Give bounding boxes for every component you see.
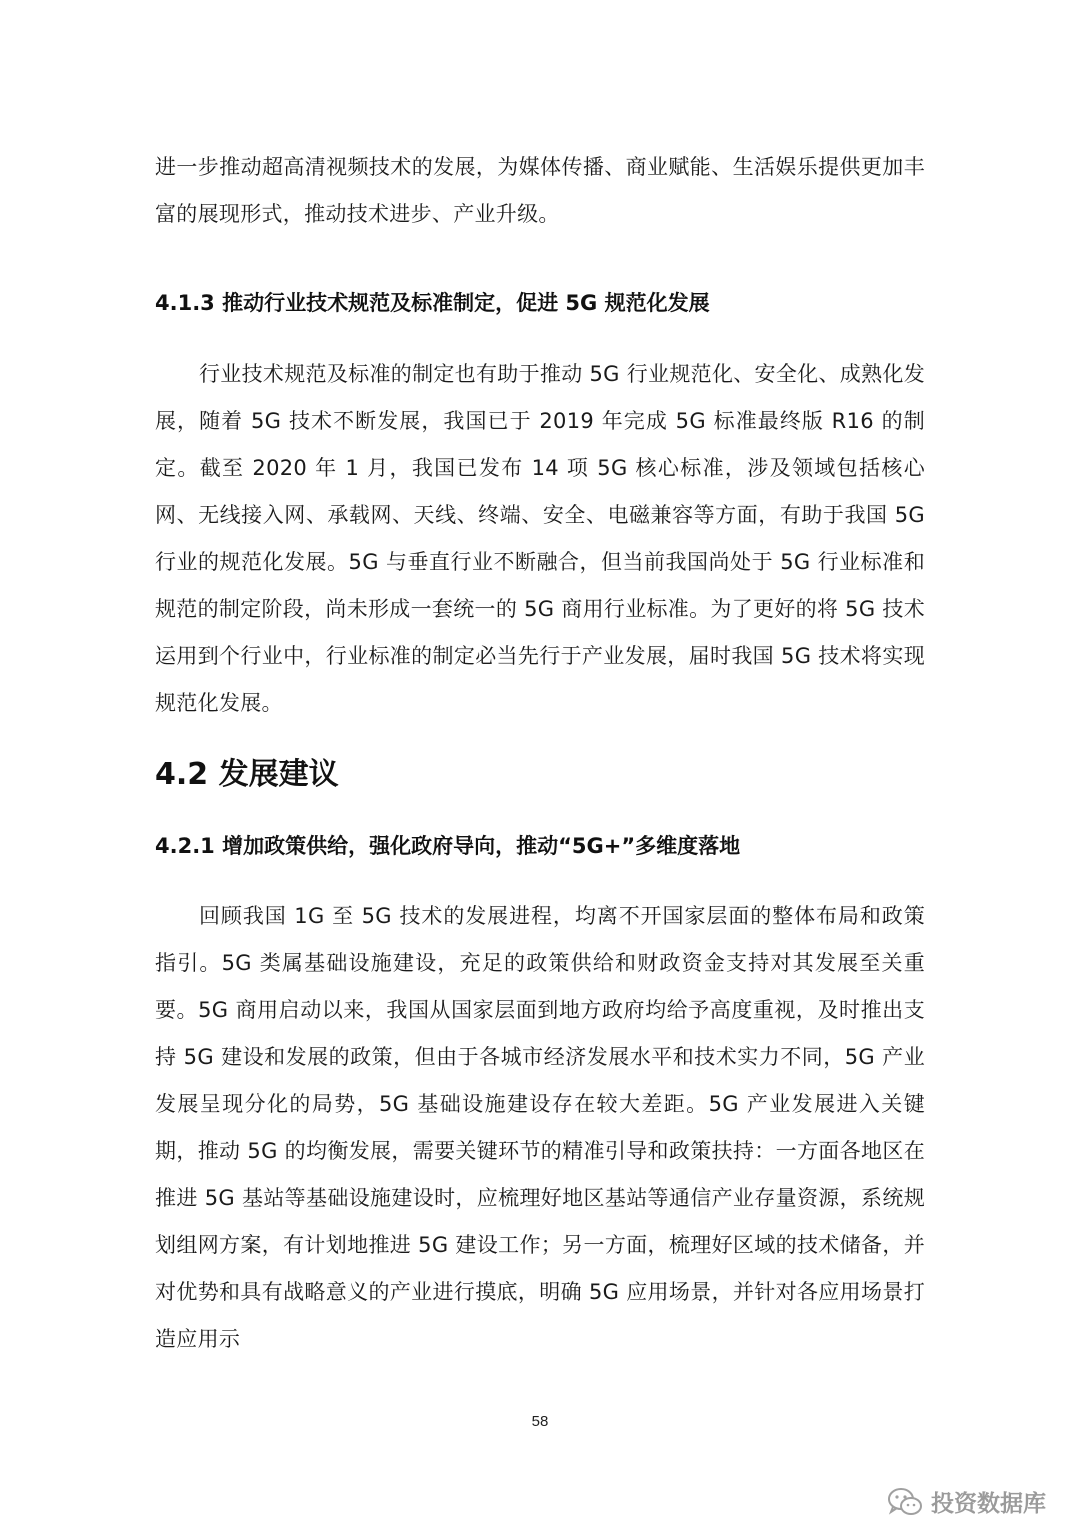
section-4-2-1-paragraph: 回顾我国 1G 至 5G 技术的发展进程，均离不开国家层面的整体布局和政策指引。5G 类属基础设施建设，充足的政策供给和财政资金支持对其发展至关重要。5G 商用启动以来，我国从国家层面到地方政府均给予高度重视，及时推出支持 5G 建设和发展的政策，但由于各城市经济发展水平和技术实力不同，5G 产业发展呈现分化的局势，5G 基础设施建设存在较大差距。5G 产业发展进入关键期，推动 5G 的均衡发展，需要关键环节的精准引导和政策扶持：一方面各地区在推进 5G 基站等基础设施建设时，应梳理好地区基站等通信产业存量资源，系统规划组网方案，有计划地推进 5G 建设工作；另一方面，梳理好区域的技术储备，并对优势和具有战略意义的产业进行摸底，明确 5G 应用场景，并针对各应用场景打造应用示 [155,904,925,1351]
section-4-1-3-heading: 4.1.3 推动行业技术规范及标准制定，促进 5G 规范化发展 [155,291,710,315]
wechat-icon [887,1487,923,1517]
section-4-1-3-paragraph: 行业技术规范及标准的制定也有助于推动 5G 行业规范化、安全化、成熟化发展，随着 5G 技术不断发展，我国已于 2019 年完成 5G 标准最终版 R16 的制定。截至 2020 年 1 月，我国已发布 14 项 5G 核心标准，涉及领域包括核心网、无线接入网、承载网、天线、终端、安全、电磁兼容等方面，有助于我国 5G 行业的规范化发展。5G 与垂直行业不断融合，但当前我国尚处于 5G 行业标准和规范的制定阶段，尚未形成一套统一的 5G 商用行业标准。为了更好的将 5G 技术运用到个行业中，行业标准的制定必当先行于产业发展，届时我国 5G 技术将实现规范化发展。 [155,362,925,715]
continuation-paragraph: 进一步推动超高清视频技术的发展，为媒体传播、商业赋能、生活娱乐提供更加丰富的展现形式，推动技术进步、产业升级。 [155,155,925,226]
section-4-2-heading: 4.2 发展建议 [155,757,339,792]
section-4-2-1-heading: 4.2.1 增加政策供给，强化政府导向，推动“5G+”多维度落地 [155,834,741,858]
watermark [887,1485,1046,1518]
watermark-text: 投资数据库 [931,1491,1046,1517]
page-number: 58 [531,1413,549,1430]
